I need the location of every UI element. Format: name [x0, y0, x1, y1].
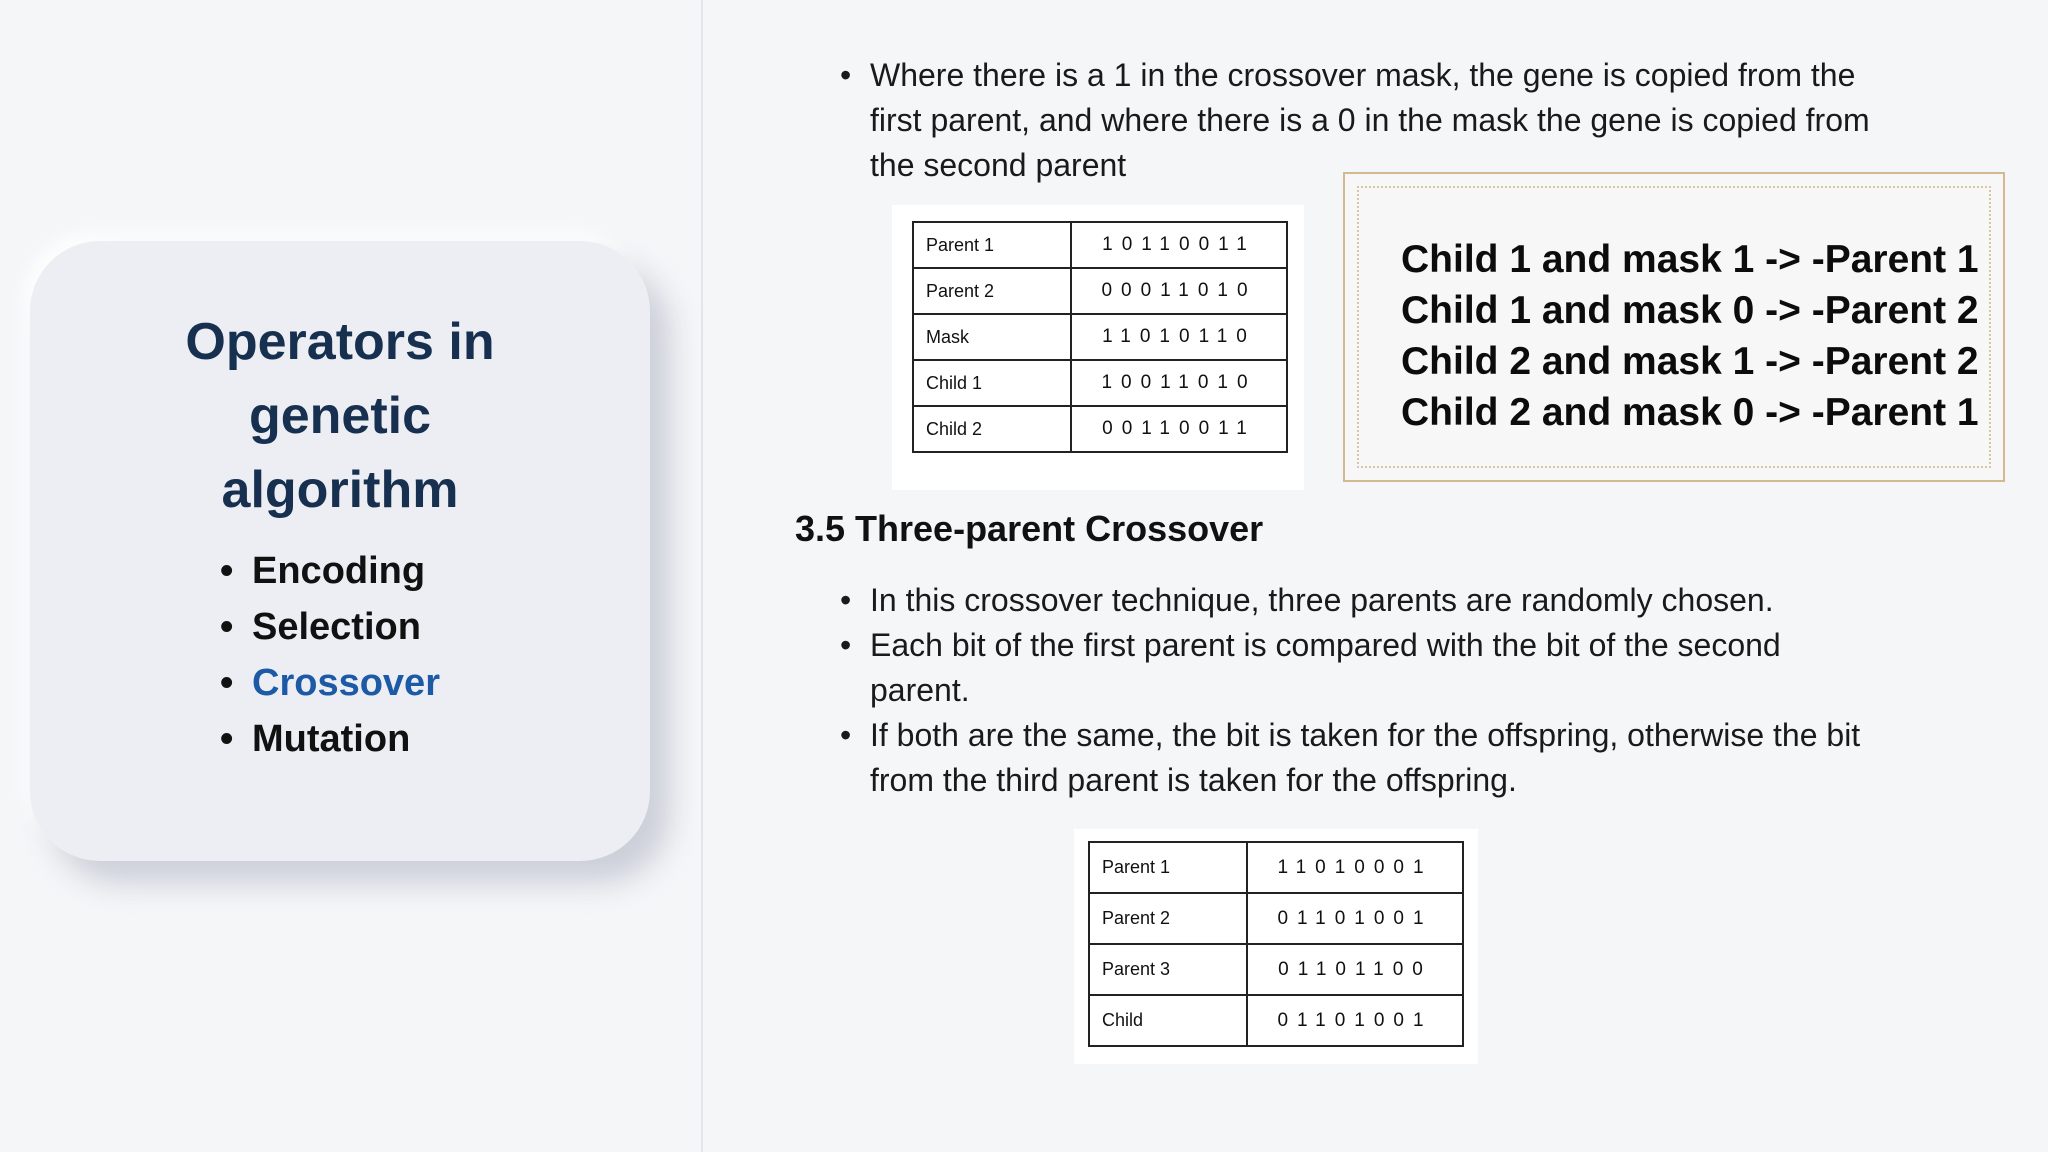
row-bits: 10011010: [1071, 360, 1287, 406]
operator-label: Crossover: [252, 662, 440, 704]
row-bits: 01101001: [1247, 893, 1463, 944]
row-bits: 00110011: [1071, 406, 1287, 452]
topic-title-line: genetic: [248, 387, 432, 445]
operator-item-encoding[interactable]: [220, 543, 440, 599]
bullet-item: [840, 578, 1870, 623]
operator-label: Encoding: [252, 550, 426, 592]
mask-rules-box: [1343, 172, 2005, 482]
bullet-dot: •: [220, 662, 234, 704]
operator-label: Mutation: [252, 718, 411, 760]
row-label: Child: [1089, 995, 1247, 1046]
operator-label: Selection: [252, 606, 421, 648]
table-row: [913, 314, 1287, 360]
row-label: Child 1: [913, 360, 1071, 406]
column-divider: [701, 0, 703, 1152]
topic-title: [120, 305, 560, 527]
section-heading: 3.5 Three-parent Crossover: [795, 508, 1264, 549]
table-row: [1089, 995, 1463, 1046]
bullet-item: [840, 623, 1870, 713]
bullet-item: [840, 713, 1870, 803]
table-row: [913, 268, 1287, 314]
row-label: Mask: [913, 314, 1071, 360]
row-label: Parent 2: [1089, 893, 1247, 944]
row-bits: 10110011: [1071, 222, 1287, 268]
table-row: [913, 406, 1287, 452]
operator-item-mutation[interactable]: [220, 711, 440, 767]
row-label: Child 2: [913, 406, 1071, 452]
row-bits: 11010001: [1247, 842, 1463, 893]
mask-rule: Child 1 and mask 1 -> -Parent 1: [1401, 238, 1979, 281]
bullet-dot: •: [840, 627, 852, 663]
bullet-dot: •: [220, 550, 234, 592]
uniform-crossover-table-image: [892, 205, 1304, 490]
bullet-item: [840, 53, 1910, 188]
mask-rules-text: [1401, 234, 1979, 438]
topic-title-line: Operators in: [185, 313, 495, 371]
mask-rule: Child 2 and mask 1 -> -Parent 2: [1401, 340, 1979, 383]
bullet-text: If both are the same, the bit is taken for the offspring, otherwise the bit from the third parent is taken for the offspring.: [870, 717, 1861, 798]
operator-item-crossover[interactable]: [220, 655, 440, 711]
topic-title-line: algorithm: [221, 461, 459, 519]
bullet-dot: •: [220, 718, 234, 760]
operator-list: [220, 543, 440, 767]
uniform-crossover-table: [912, 221, 1288, 453]
row-label: Parent 1: [913, 222, 1071, 268]
table-row: [913, 222, 1287, 268]
row-label: Parent 2: [913, 268, 1071, 314]
row-label: Parent 3: [1089, 944, 1247, 995]
bullet-text: Where there is a 1 in the crossover mask, the gene is copied from the first parent, and where there is a 0 in the mask the gene is copied from the second parent: [870, 57, 1870, 183]
three-parent-table-image: [1074, 829, 1478, 1064]
row-bits: 01101100: [1247, 944, 1463, 995]
table-row: [1089, 842, 1463, 893]
mask-rule: Child 2 and mask 0 -> -Parent 1: [1401, 391, 1979, 434]
row-bits: 00011010: [1071, 268, 1287, 314]
uniform-crossover-bullets: [840, 53, 1910, 188]
table-row: [1089, 944, 1463, 995]
operator-item-selection[interactable]: [220, 599, 440, 655]
bullet-dot: •: [220, 606, 234, 648]
row-bits: 01101001: [1247, 995, 1463, 1046]
bullet-text: In this crossover technique, three parents are randomly chosen.: [870, 582, 1774, 618]
bullet-dot: •: [840, 582, 852, 618]
three-parent-table: [1088, 841, 1464, 1047]
table-row: [1089, 893, 1463, 944]
bullet-dot: •: [840, 717, 852, 753]
row-label: Parent 1: [1089, 842, 1247, 893]
table-row: [913, 360, 1287, 406]
row-bits: 11010110: [1071, 314, 1287, 360]
mask-rule: Child 1 and mask 0 -> -Parent 2: [1401, 289, 1979, 332]
three-parent-bullets: [840, 578, 1870, 803]
bullet-dot: •: [840, 57, 852, 93]
bullet-text: Each bit of the first parent is compared with the bit of the second parent.: [870, 627, 1781, 708]
